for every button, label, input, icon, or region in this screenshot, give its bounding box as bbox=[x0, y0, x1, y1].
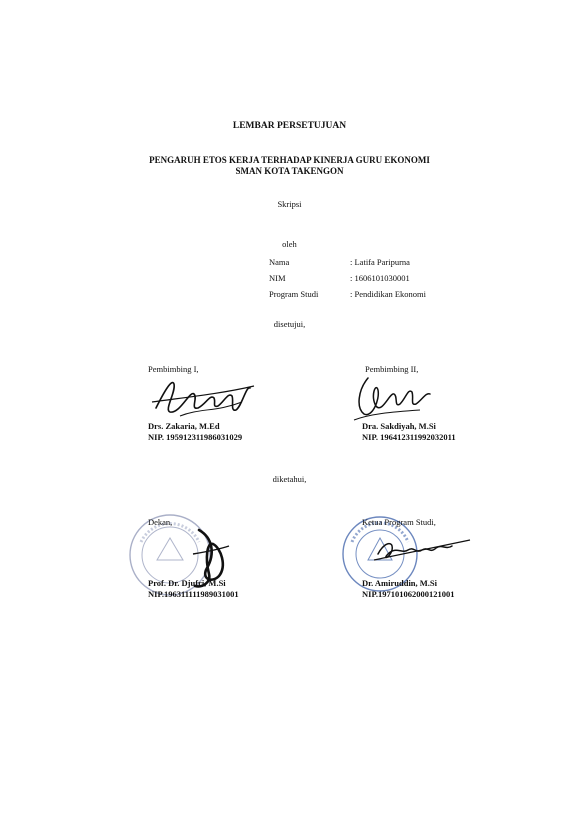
advisor-2-role: Pembimbing II, bbox=[365, 364, 419, 374]
by-label: oleh bbox=[282, 239, 297, 249]
page-title: LEMBAR PERSETUJUAN bbox=[232, 121, 347, 131]
program-head-role: Ketua Program Studi, bbox=[362, 517, 436, 527]
thesis-title-line-1: PENGARUH ETOS KERJA TERHADAP KINERJA GURU EKONOMI bbox=[149, 155, 430, 165]
signature-sakdiyah-icon bbox=[350, 370, 440, 425]
student-value-program: : Pendidikan Ekonomi bbox=[350, 289, 427, 299]
program-head-name: Dr. Amiruddin, M.Si bbox=[362, 578, 438, 588]
approved-label: disetujui, bbox=[273, 319, 306, 329]
advisor-1-role: Pembimbing I, bbox=[148, 364, 199, 374]
student-value-name: : Latifa Paripurna bbox=[350, 257, 410, 267]
dean-role: Dekan, bbox=[148, 517, 173, 527]
dean-nip: NIP.196311111989031001 bbox=[148, 589, 239, 599]
advisor-2-nip: NIP. 196412311992032011 bbox=[362, 432, 456, 442]
student-label-name: Nama bbox=[269, 257, 290, 267]
signature-amiruddin-icon bbox=[372, 532, 472, 568]
advisor-2-name: Dra. Sakdiyah, M.Si bbox=[362, 421, 436, 431]
acknowledged-label: diketahui, bbox=[272, 474, 307, 484]
signature-zakaria-icon bbox=[150, 372, 260, 422]
student-label-nim: NIM bbox=[269, 273, 286, 283]
dean-name: Prof. Dr. Djufri, M.Si bbox=[148, 578, 226, 588]
thesis-title-line-2: SMAN KOTA TAKENGON bbox=[235, 166, 344, 176]
program-head-nip: NIP.197101062000121001 bbox=[362, 589, 455, 599]
advisor-1-nip: NIP. 195912311986031029 bbox=[148, 432, 243, 442]
advisor-1-name: Drs. Zakaria, M.Ed bbox=[148, 421, 220, 431]
student-label-program: Program Studi bbox=[269, 289, 319, 299]
student-value-nim: : 1606101030001 bbox=[350, 273, 410, 283]
document-type: Skripsi bbox=[277, 199, 302, 209]
